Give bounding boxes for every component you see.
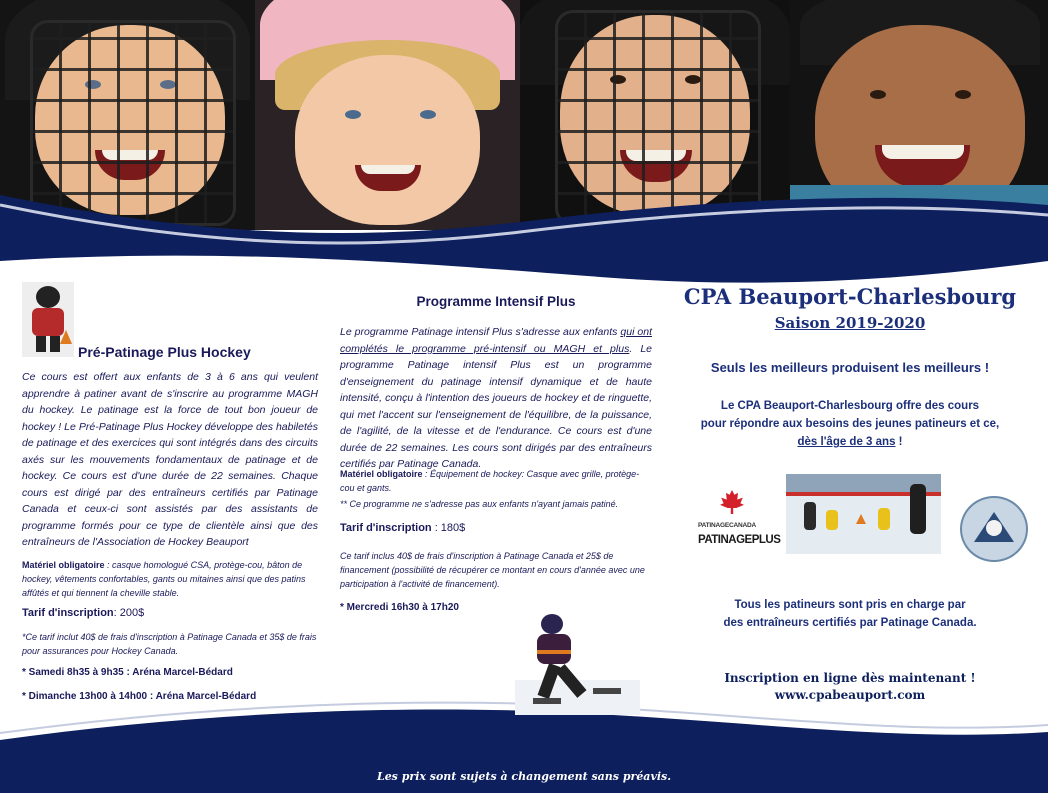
club-crest-logo: [960, 496, 1028, 562]
club-title: CPA Beauport-Charlesbourg: [683, 284, 1017, 309]
intensif-equipment-note: ** Ce programme ne s'adresse pas aux enfants n'ayant jamais patiné.: [340, 499, 619, 509]
offer-line-1: Le CPA Beauport-Charlesbourg offre des cours: [720, 400, 980, 412]
slogan: Seuls les meilleurs produisent les meilleurs !: [710, 360, 990, 375]
intensif-schedule: * Mercredi 16h30 à 17h20: [340, 602, 459, 613]
equipment-text: : casque homologué CSA, protège-cou, bâton de hockey, vêtements confortables, gants ou mitaines ainsi que des patins affûtés et qui tiennent la cheville stable.: [22, 560, 306, 598]
prepatinage-description: Ce cours est offert aux enfants de 3 à 6 ans qui veulent apprendre à patiner avant de s'inscrire au programme MAGH du hockey. Le patinage est la force de tout bon joueur de hockey ! Le Pré-Patinage Plus Hockey développe des habiletés de patinage et des exercices qui sont intégrés dans des circuits axés sur les mouvements fondamentaux de patinage et de hockey. Ce cours est d'une durée de 22 semaines. Chaque cours est dirigé par des entraîneurs certifiés par Patinage Canada et ceux-ci sont assistés par des assistants de programme formés pour ce type de clientèle ainsi que des entraîneurs de l'Association de Hockey Beauport: [22, 371, 318, 548]
intensif-fee-note: Ce tarif inclus 40$ de frais d'inscription à Patinage Canada et 25$ de financement (possibilité de récupérer ce montant en cours d'année avec une participation à l'activité de financement).: [340, 551, 645, 589]
intensif-desc-part1: Le programme Patinage intensif Plus s'adresse aux enfants: [340, 326, 621, 338]
register-line: Inscription en ligne dès maintenant !: [724, 671, 976, 685]
prepatinage-equipment: [22, 558, 318, 600]
offer-line-3: [655, 433, 1045, 451]
intensif-equipment-text: : Équipement de hockey: Casque avec grille, protège-cou et gants.: [340, 469, 640, 493]
intensif-heading: Programme Intensif Plus: [416, 294, 576, 309]
hockey-child-image: [22, 282, 74, 357]
season-text: Saison 2019-2020: [774, 314, 926, 332]
intensif-fee-label: Tarif d'inscription: [340, 522, 432, 534]
offer-age: dès l'âge de 3 ans: [797, 436, 896, 448]
prepatinage-schedule-2: * Dimanche 13h00 à 14h00 : Aréna Marcel-Bédard: [22, 691, 257, 702]
coaches-text: [655, 596, 1045, 632]
intensif-desc-part2: . Le programme Patinage intensif Plus est un programme d'enseignement du patinage intensif dynamique et de haute intensité, conçu à l'intention des joueurs de hockey et de ringuette, qui met l'accent sur l'enseignement de l'équilibre, de la puissance, de l'agilité, de la vitesse et de l'endurance. Ce cours est d'une durée de 22 semaines. Les cours sont dirigés par des entraîneurs certifiés par Patinage Canada.: [340, 342, 652, 470]
price-disclaimer: Les prix sont sujets à changement sans préavis.: [376, 770, 672, 783]
prepatinage-schedule-1: * Samedi 8h35 à 9h35 : Aréna Marcel-Bédard: [22, 667, 233, 678]
intensif-desc-underlined: qui ont complétés le programme pré-intensif ou MAGH et plus: [340, 326, 652, 355]
offer-text: [655, 397, 1045, 451]
coaches-line-1: Tous les patineurs sont pris en charge par: [734, 599, 966, 611]
season-label: [655, 314, 1045, 332]
logo-brand-bottom: PATINAGEPLUS: [698, 534, 781, 546]
ice-rink-photo: [786, 474, 941, 554]
fee-value: : 200$: [113, 607, 145, 619]
coaches-line-2: des entraîneurs certifiés par Patinage Canada.: [723, 617, 977, 629]
intensif-fee: [340, 522, 652, 534]
intensif-fee-value: : 180$: [431, 522, 466, 534]
offer-line-2: pour répondre aux besoins des jeunes patineurs et ce,: [700, 418, 1000, 430]
intensif-equipment-label: Matériel obligatoire: [340, 469, 423, 479]
equipment-label: Matériel obligatoire: [22, 560, 105, 570]
fee-label: Tarif d'inscription: [22, 607, 114, 619]
skating-child-image: [515, 610, 640, 715]
patinage-plus-logo: [698, 490, 781, 560]
intensif-description: [340, 324, 652, 473]
prepatinage-heading: Pré-Patinage Plus Hockey: [78, 344, 251, 360]
logo-brand-top: PATINAGECANADA: [698, 522, 756, 529]
prepatinage-fee: [22, 607, 318, 619]
prepatinage-fee-note: *Ce tarif inclut 40$ de frais d'inscription à Patinage Canada et 35$ de frais pour assurances pour Hockey Canada.: [22, 632, 317, 656]
intensif-equipment: [340, 467, 652, 495]
offer-end: !: [895, 436, 903, 448]
website-link[interactable]: www.cpabeauport.com: [774, 688, 926, 702]
maple-leaf-icon: [720, 490, 744, 514]
